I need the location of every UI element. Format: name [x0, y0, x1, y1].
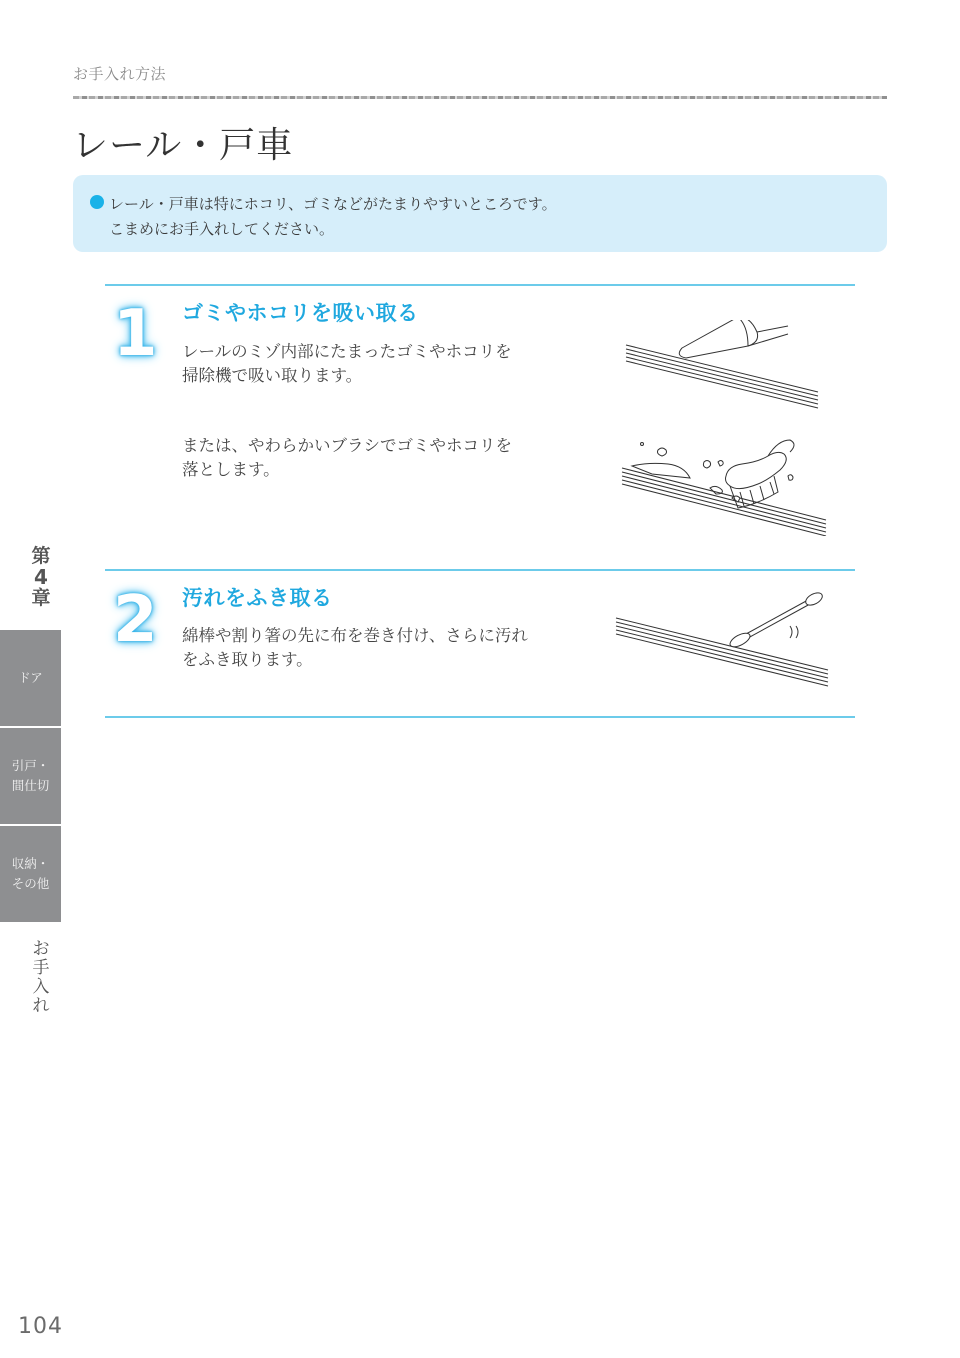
brush-illustration	[618, 436, 833, 536]
side-tab-label: 引戸・	[11, 758, 50, 773]
bullet-icon	[90, 195, 104, 209]
current-tab-char: お	[32, 939, 50, 959]
step-text-line: をふき取ります。	[182, 650, 313, 669]
step-text-line: 掃除機で吸い取ります。	[182, 366, 363, 385]
page-title: レール・戸車	[72, 125, 294, 166]
step-text-line: または、やわらかいブラシでゴミやホコリを	[182, 436, 512, 455]
step-number: 2	[113, 583, 158, 657]
current-tab-char: れ	[32, 996, 50, 1016]
side-tab-label: 収納・	[11, 856, 50, 871]
current-tab-char: 手	[32, 958, 50, 978]
section-label: お手入れ方法	[73, 65, 167, 83]
step-text-line: レールのミゾ内部にたまったゴミやホコリを	[182, 342, 512, 361]
section-divider	[105, 284, 855, 286]
chapter-indicator	[24, 546, 58, 609]
side-tab-care-current[interactable]	[28, 940, 54, 1016]
section-divider	[105, 716, 855, 718]
side-tab-label: ドア	[18, 670, 43, 685]
cotton-swab-illustration	[612, 588, 834, 688]
chapter-char: 第	[31, 545, 51, 567]
header-divider	[73, 96, 887, 99]
intro-text-line: こまめにお手入れしてください。	[109, 220, 335, 238]
step-text-line: 落とします。	[182, 460, 280, 479]
step-number: 1	[113, 297, 158, 371]
step-text-line: 綿棒や割り箸の先に布を巻き付け、さらに汚れ	[182, 626, 528, 645]
side-tab-label: その他	[11, 876, 50, 891]
step-paragraph	[182, 434, 512, 482]
section-divider	[105, 569, 855, 571]
side-tab-sliding-door[interactable]	[0, 728, 61, 824]
side-tab-storage[interactable]	[0, 826, 61, 922]
chapter-char: 章	[31, 587, 51, 609]
intro-text-line: レール・戸車は特にホコリ、ゴミなどがたまりやすいところです。	[109, 195, 557, 213]
side-tab-door[interactable]	[0, 630, 61, 726]
page-number: 104	[18, 1314, 63, 1339]
step-paragraph	[182, 624, 528, 672]
step-paragraph	[182, 340, 512, 388]
current-tab-char: 入	[32, 977, 50, 997]
step-title: ゴミやホコリを吸い取る	[182, 301, 419, 325]
side-tab-label: 間仕切	[11, 778, 50, 793]
vacuum-nozzle-illustration	[620, 320, 830, 410]
step-title: 汚れをふき取る	[182, 586, 333, 610]
intro-callout	[73, 175, 887, 252]
chapter-number: 4	[34, 565, 48, 589]
